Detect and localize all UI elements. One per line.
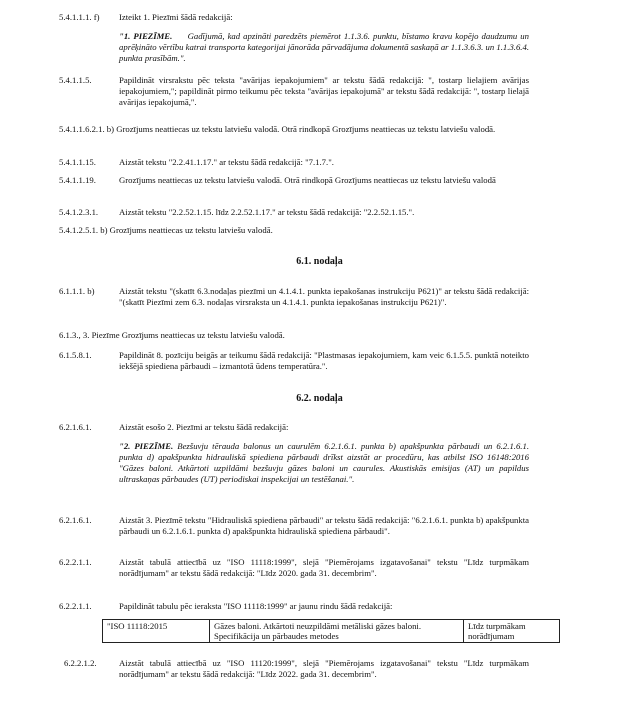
paragraph-text: Aizstāt tabulā attiecībā uz "ISO 11120:1999", slejā "Piemērojams izgatavošanai" tekstu "Līdz turpmākam norādījumam" ar tekstu šādā redakcijā: "Līdz 2022. gada 31. decembrim".	[119, 658, 529, 679]
paragraph-number: 6.1.1.1. b)	[59, 286, 95, 296]
paragraph-number: 5.4.1.1.1. f)	[59, 12, 100, 22]
quote-lead: "2. PIEZĪME.	[119, 441, 174, 451]
paragraph-text: Papildināt tabulu pēc ieraksta "ISO 11118:1999" ar jaunu rindu šādā redakcijā:	[119, 601, 393, 611]
table-row	[103, 620, 560, 643]
paragraph-number: 6.2.1.6.1.	[59, 515, 92, 525]
paragraph-text: Aizstāt tekstu "(skatīt 6.3.nodaļas piezīmi un 4.1.4.1. punkta iepakošanas instrukciju P621)" ar tekstu šādā redakcijā: "(skatīt Piezīmi zem 6.3. nodaļas virsraksta un 4.1.4.1. punkta iepakošanas instrukciju P621)".	[119, 286, 529, 307]
paragraph-text: Aizstāt esošo 2. Piezīmi ar tekstu šādā redakcijā:	[119, 422, 289, 432]
table-cell-standard: "ISO 11118:2015	[103, 620, 210, 643]
quoted-note	[119, 441, 529, 485]
paragraph-number: 6.2.1.6.1.	[59, 422, 92, 432]
paragraph-text: Aizstāt tabulā attiecībā uz "ISO 11118:1999", slejā "Piemērojams izgatavošanai" tekstu "Līdz turpmākam norādījumam" ar tekstu šādā redakcijā: "Līdz 2020. gada 31. decembrim".	[119, 557, 529, 578]
paragraph-text: Aizstāt 3. Piezīmē tekstu "Hidrauliskā spiediena pārbaudi" ar tekstu šādā redakcijā: "6.2.1.6.1. punkta b) apakšpunkta pārbaudi un 6.2.1.6.1. punkta d) apakšpunkta hidrauliskā spiediena pārbaudi".	[119, 515, 529, 536]
quote-body: Bezšuvju tērauda balonus un caurulēm 6.2.1.6.1. punkta b) apakšpunkta pārbaudi un 6.2.1.6.1. punkta d) apakšpunkta hidrauliskā spiediena pārbaudi drīkst aizstāt ar procedūru, kas atbilst ISO 16148:2016 "Gāzes baloni. Atkārtoti uzpildāmi bezšuvju gāzes baloni un caurules. Akustiskās emisijas (AT) un papildus ultraskaņas pārbaudes (UT) periodiskai inspekcijai un testēšanai.".	[119, 441, 529, 484]
table-cell-applicability: Līdz turpmākam norādījumam	[464, 620, 560, 643]
section-heading: 6.1. nodaļa	[296, 256, 343, 267]
paragraph-text: 6.1.3., 3. Piezīme Grozījums neattiecas uz tekstu latviešu valodā.	[59, 330, 285, 340]
paragraph-text: Papildināt 8. pozīciju beigās ar teikumu šādā redakcijā: "Plastmasas iepakojumiem, kam veic 6.1.5.5. punktā noteikto iekšējā spiediena pārbaudi – izmantotā ūdens temperatūra.".	[119, 350, 529, 371]
paragraph-text: 5.4.1.1.6.2.1. b) Grozījums neattiecas uz tekstu latviešu valodā. Otrā rindkopā Grozījums neattiecas uz tekstu latviešu valodā.	[59, 124, 496, 134]
paragraph-text: Grozījums neattiecas uz tekstu latviešu valodā. Otrā rindkopā Grozījums neattiecas uz tekstu latviešu valodā	[119, 175, 496, 185]
paragraph-number: 5.4.1.1.19.	[59, 175, 96, 185]
standards-table	[102, 619, 560, 643]
paragraph-text: 5.4.1.2.5.1. b) Grozījums neattiecas uz tekstu latviešu valodā.	[59, 225, 273, 235]
paragraph-number: 6.2.2.1.1.	[59, 557, 92, 567]
section-heading: 6.2. nodaļa	[296, 393, 343, 404]
paragraph-number: 5.4.1.1.5.	[59, 75, 92, 85]
paragraph-text: Izteikt 1. Piezīmi šādā redakcijā:	[119, 12, 233, 22]
paragraph-number: 6.1.5.8.1.	[59, 350, 92, 360]
paragraph-text: Papildināt virsrakstu pēc teksta "avārijas iepakojumiem" ar tekstu šādā redakcijā: ", tostarp lielajiem avārijas iepakojumiem,"; papildināt pirmo teikumu pēc teksta "avārijas iepakojumā" ar tekstu šādā redakcijā: ", tostarp lielajā avārijas iepakojumā,".	[119, 75, 529, 107]
quote-body: Gadījumā, kad apzināti paredzēts piemērot 1.1.3.6. punktu, bīstamo kravu kopējo daudzumu un aprēķināto vērtību katrai transporta kategorijai jānorāda pārvadājuma dokumentā saskaņā ar 1.1.3.6.3. un 1.1.3.6.4. punkta prasībām.".	[119, 31, 529, 63]
paragraph-number: 6.2.2.1.2.	[64, 658, 97, 668]
paragraph-number: 5.4.1.2.3.1.	[59, 207, 99, 217]
table-cell-title: Gāzes baloni. Atkārtoti neuzpildāmi metāliski gāzes baloni. Specifikācija un pārbaudes metodes	[210, 620, 464, 643]
paragraph-number: 6.2.2.1.1.	[59, 601, 92, 611]
paragraph-text: Aizstāt tekstu "2.2.41.1.17." ar tekstu šādā redakcijā: "7.1.7.".	[119, 157, 334, 167]
quoted-note	[119, 31, 529, 64]
quote-lead: "1. PIEZĪME.	[119, 31, 173, 41]
paragraph-text: Aizstāt tekstu "2.2.52.1.15. līdz 2.2.52.1.17." ar tekstu šādā redakcijā: "2.2.52.1.15.".	[119, 207, 415, 217]
paragraph-number: 5.4.1.1.15.	[59, 157, 96, 167]
